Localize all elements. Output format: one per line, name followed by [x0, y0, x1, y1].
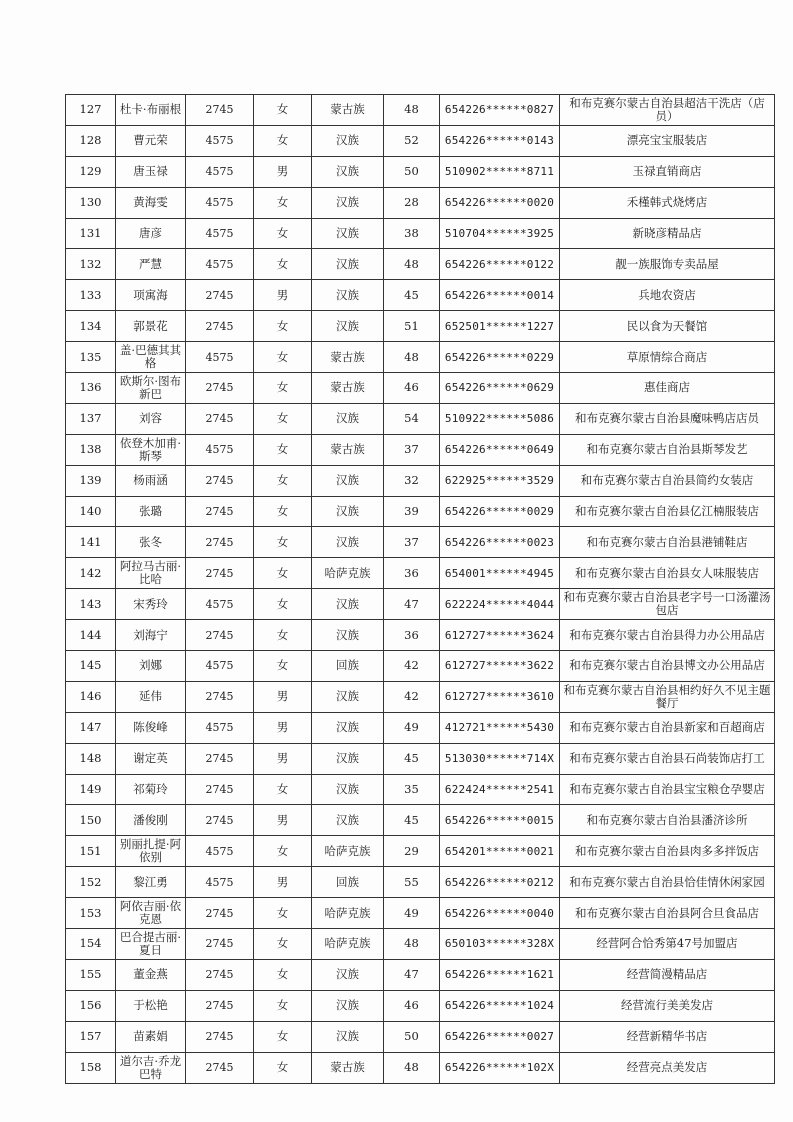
name-cell: 道尔吉·乔龙巴特 [116, 1052, 186, 1083]
subsidy-amount-cell: 2745 [186, 1052, 254, 1083]
ethnicity-cell: 哈萨克族 [312, 836, 384, 867]
id-number-cell: 654226******0023 [440, 527, 560, 558]
table-row [66, 990, 775, 1021]
row-number-cell: 158 [66, 1052, 116, 1083]
employer-cell: 兵地农资店 [560, 280, 775, 311]
age-cell: 46 [384, 990, 440, 1021]
table-row [66, 712, 775, 743]
row-number-cell: 137 [66, 403, 116, 434]
row-number-cell: 131 [66, 218, 116, 249]
age-cell: 50 [384, 1021, 440, 1052]
employer-cell: 和布克赛尔蒙古自治县阿合旦食品店 [560, 898, 775, 929]
employer-cell: 和布克赛尔蒙古自治县博文办公用品店 [560, 651, 775, 682]
id-number-cell: 650103******328X [440, 929, 560, 960]
gender-cell: 女 [254, 990, 312, 1021]
employer-cell: 和布克赛尔蒙古自治县老字号一口汤灌汤包店 [560, 589, 775, 620]
row-number-cell: 148 [66, 743, 116, 774]
name-cell: 杨雨涵 [116, 465, 186, 496]
id-number-cell: 652501******1227 [440, 311, 560, 342]
subsidy-amount-cell: 2745 [186, 280, 254, 311]
name-cell: 刘海宁 [116, 620, 186, 651]
row-number-cell: 150 [66, 805, 116, 836]
id-number-cell: 510902******8711 [440, 156, 560, 187]
table-row [66, 434, 775, 465]
row-number-cell: 141 [66, 527, 116, 558]
id-number-cell: 412721******5430 [440, 712, 560, 743]
ethnicity-cell: 汉族 [312, 125, 384, 156]
name-cell: 阿拉马古丽·比哈 [116, 558, 186, 589]
employer-cell: 和布克赛尔蒙古自治县新家和百超商店 [560, 712, 775, 743]
table-row [66, 156, 775, 187]
row-number-cell: 127 [66, 95, 116, 126]
name-cell: 盖·巴德其其格 [116, 342, 186, 373]
age-cell: 36 [384, 620, 440, 651]
name-cell: 唐彦 [116, 218, 186, 249]
id-number-cell: 622925******3529 [440, 465, 560, 496]
id-number-cell: 513030******714X [440, 743, 560, 774]
employer-cell: 经营亮点美发店 [560, 1052, 775, 1083]
age-cell: 50 [384, 156, 440, 187]
table-row [66, 311, 775, 342]
age-cell: 46 [384, 373, 440, 404]
table-row [66, 898, 775, 929]
gender-cell: 男 [254, 867, 312, 898]
id-number-cell: 510704******3925 [440, 218, 560, 249]
id-number-cell: 654226******0027 [440, 1021, 560, 1052]
age-cell: 47 [384, 589, 440, 620]
subsidy-amount-cell: 4575 [186, 342, 254, 373]
ethnicity-cell: 汉族 [312, 589, 384, 620]
gender-cell: 女 [254, 959, 312, 990]
table-row [66, 373, 775, 404]
employer-cell: 新晓彦精品店 [560, 218, 775, 249]
id-number-cell: 654226******0827 [440, 95, 560, 126]
table-row [66, 280, 775, 311]
row-number-cell: 146 [66, 681, 116, 712]
gender-cell: 女 [254, 434, 312, 465]
row-number-cell: 152 [66, 867, 116, 898]
subsidy-amount-cell: 4575 [186, 589, 254, 620]
employer-cell: 惠佳商店 [560, 373, 775, 404]
table-row [66, 929, 775, 960]
name-cell: 延伟 [116, 681, 186, 712]
name-cell: 别丽扎提·阿依别 [116, 836, 186, 867]
table-row [66, 805, 775, 836]
subsidy-amount-cell: 4575 [186, 218, 254, 249]
ethnicity-cell: 哈萨克族 [312, 929, 384, 960]
employer-cell: 禾槿韩式烧烤店 [560, 187, 775, 218]
id-number-cell: 622424******2541 [440, 774, 560, 805]
name-cell: 欧斯尔·图布新巴 [116, 373, 186, 404]
subsidy-amount-cell: 2745 [186, 681, 254, 712]
table-row [66, 249, 775, 280]
id-number-cell: 612727******3610 [440, 681, 560, 712]
name-cell: 巴合提古丽·夏日 [116, 929, 186, 960]
name-cell: 张璐 [116, 496, 186, 527]
table-row [66, 1021, 775, 1052]
age-cell: 36 [384, 558, 440, 589]
age-cell: 37 [384, 527, 440, 558]
id-number-cell: 654226******0122 [440, 249, 560, 280]
ethnicity-cell: 蒙古族 [312, 95, 384, 126]
gender-cell: 女 [254, 496, 312, 527]
row-number-cell: 155 [66, 959, 116, 990]
age-cell: 52 [384, 125, 440, 156]
row-number-cell: 135 [66, 342, 116, 373]
gender-cell: 女 [254, 95, 312, 126]
ethnicity-cell: 汉族 [312, 774, 384, 805]
row-number-cell: 130 [66, 187, 116, 218]
subsidy-amount-cell: 4575 [186, 187, 254, 218]
ethnicity-cell: 哈萨克族 [312, 898, 384, 929]
id-number-cell: 654226******0649 [440, 434, 560, 465]
employer-cell: 和布克赛尔蒙古自治县斯琴发艺 [560, 434, 775, 465]
employer-cell: 和布克赛尔蒙古自治县简约女装店 [560, 465, 775, 496]
table-row [66, 125, 775, 156]
employer-cell: 和布克赛尔蒙古自治县超洁干洗店（店员） [560, 95, 775, 126]
name-cell: 黄海雯 [116, 187, 186, 218]
employer-cell: 玉禄直销商店 [560, 156, 775, 187]
subsidy-amount-cell: 2745 [186, 774, 254, 805]
employer-cell: 和布克赛尔蒙古自治县女人味服装店 [560, 558, 775, 589]
ethnicity-cell: 汉族 [312, 311, 384, 342]
age-cell: 45 [384, 805, 440, 836]
subsidy-amount-cell: 2745 [186, 1021, 254, 1052]
id-number-cell: 654226******0015 [440, 805, 560, 836]
employer-cell: 和布克赛尔蒙古自治县亿江楠服装店 [560, 496, 775, 527]
gender-cell: 女 [254, 311, 312, 342]
row-number-cell: 154 [66, 929, 116, 960]
ethnicity-cell: 汉族 [312, 280, 384, 311]
row-number-cell: 134 [66, 311, 116, 342]
ethnicity-cell: 蒙古族 [312, 1052, 384, 1083]
name-cell: 阿依吉丽·依克恩 [116, 898, 186, 929]
id-number-cell: 654226******0014 [440, 280, 560, 311]
subsidy-amount-cell: 2745 [186, 311, 254, 342]
name-cell: 刘娜 [116, 651, 186, 682]
gender-cell: 女 [254, 651, 312, 682]
row-number-cell: 157 [66, 1021, 116, 1052]
employer-cell: 靓一族服饰专卖品屋 [560, 249, 775, 280]
name-cell: 谢定英 [116, 743, 186, 774]
id-number-cell: 612727******3622 [440, 651, 560, 682]
name-cell: 张冬 [116, 527, 186, 558]
age-cell: 42 [384, 681, 440, 712]
row-number-cell: 139 [66, 465, 116, 496]
gender-cell: 女 [254, 589, 312, 620]
ethnicity-cell: 回族 [312, 867, 384, 898]
id-number-cell: 654226******0020 [440, 187, 560, 218]
gender-cell: 男 [254, 743, 312, 774]
row-number-cell: 143 [66, 589, 116, 620]
table-row [66, 496, 775, 527]
employer-cell: 和布克赛尔蒙古自治县潘济诊所 [560, 805, 775, 836]
subsidy-amount-cell: 2745 [186, 95, 254, 126]
name-cell: 杜卡·布丽根 [116, 95, 186, 126]
row-number-cell: 156 [66, 990, 116, 1021]
age-cell: 48 [384, 249, 440, 280]
subsidy-amount-cell: 2745 [186, 403, 254, 434]
row-number-cell: 144 [66, 620, 116, 651]
subsidy-amount-cell: 2745 [186, 527, 254, 558]
name-cell: 于松艳 [116, 990, 186, 1021]
table-row [66, 465, 775, 496]
ethnicity-cell: 汉族 [312, 681, 384, 712]
subsidy-amount-cell: 2745 [186, 496, 254, 527]
id-number-cell: 612727******3624 [440, 620, 560, 651]
row-number-cell: 140 [66, 496, 116, 527]
employer-cell: 经营阿合恰秀第47号加盟店 [560, 929, 775, 960]
gender-cell: 女 [254, 403, 312, 434]
table-row [66, 620, 775, 651]
gender-cell: 男 [254, 712, 312, 743]
table-row [66, 867, 775, 898]
name-cell: 董金燕 [116, 959, 186, 990]
row-number-cell: 142 [66, 558, 116, 589]
id-number-cell: 654226******0212 [440, 867, 560, 898]
row-number-cell: 147 [66, 712, 116, 743]
age-cell: 51 [384, 311, 440, 342]
id-number-cell: 654226******102X [440, 1052, 560, 1083]
age-cell: 48 [384, 1052, 440, 1083]
id-number-cell: 654226******1024 [440, 990, 560, 1021]
table-row [66, 836, 775, 867]
subsidy-amount-cell: 4575 [186, 712, 254, 743]
employer-cell: 和布克赛尔蒙古自治县得力办公用品店 [560, 620, 775, 651]
gender-cell: 男 [254, 681, 312, 712]
age-cell: 45 [384, 280, 440, 311]
ethnicity-cell: 蒙古族 [312, 434, 384, 465]
age-cell: 45 [384, 743, 440, 774]
gender-cell: 男 [254, 280, 312, 311]
gender-cell: 女 [254, 218, 312, 249]
age-cell: 47 [384, 959, 440, 990]
ethnicity-cell: 汉族 [312, 465, 384, 496]
name-cell: 苗素娟 [116, 1021, 186, 1052]
employer-cell: 和布克赛尔蒙古自治县肉多多拌饭店 [560, 836, 775, 867]
name-cell: 唐玉禄 [116, 156, 186, 187]
name-cell: 黎江勇 [116, 867, 186, 898]
name-cell: 祁菊玲 [116, 774, 186, 805]
ethnicity-cell: 汉族 [312, 218, 384, 249]
table-row [66, 342, 775, 373]
employer-cell: 和布克赛尔蒙古自治县魔味鸭店店员 [560, 403, 775, 434]
table-row [66, 1052, 775, 1083]
subsidy-amount-cell: 4575 [186, 867, 254, 898]
row-number-cell: 136 [66, 373, 116, 404]
table-row [66, 774, 775, 805]
ethnicity-cell: 蒙古族 [312, 342, 384, 373]
row-number-cell: 133 [66, 280, 116, 311]
age-cell: 29 [384, 836, 440, 867]
table-row [66, 589, 775, 620]
ethnicity-cell: 汉族 [312, 620, 384, 651]
employer-cell: 和布克赛尔蒙古自治县相约好久不见主题餐厅 [560, 681, 775, 712]
table-row [66, 218, 775, 249]
employer-cell: 漂亮宝宝服装店 [560, 125, 775, 156]
table-row [66, 527, 775, 558]
id-number-cell: 654226******0629 [440, 373, 560, 404]
ethnicity-cell: 汉族 [312, 249, 384, 280]
subsidy-amount-cell: 2745 [186, 929, 254, 960]
employer-cell: 和布克赛尔蒙古自治县港铺鞋店 [560, 527, 775, 558]
gender-cell: 女 [254, 465, 312, 496]
ethnicity-cell: 汉族 [312, 527, 384, 558]
subsidy-amount-cell: 2745 [186, 465, 254, 496]
ethnicity-cell: 汉族 [312, 156, 384, 187]
age-cell: 38 [384, 218, 440, 249]
table-row [66, 651, 775, 682]
table-row [66, 959, 775, 990]
age-cell: 28 [384, 187, 440, 218]
gender-cell: 女 [254, 898, 312, 929]
gender-cell: 女 [254, 249, 312, 280]
table-row [66, 743, 775, 774]
employer-cell: 经营流行美美发店 [560, 990, 775, 1021]
table-row [66, 558, 775, 589]
ethnicity-cell: 哈萨克族 [312, 558, 384, 589]
gender-cell: 女 [254, 527, 312, 558]
age-cell: 32 [384, 465, 440, 496]
subsidy-amount-cell: 4575 [186, 249, 254, 280]
row-number-cell: 151 [66, 836, 116, 867]
row-number-cell: 138 [66, 434, 116, 465]
subsidy-amount-cell: 2745 [186, 805, 254, 836]
row-number-cell: 132 [66, 249, 116, 280]
gender-cell: 女 [254, 929, 312, 960]
gender-cell: 女 [254, 187, 312, 218]
employer-cell: 经营简漫精品店 [560, 959, 775, 990]
row-number-cell: 129 [66, 156, 116, 187]
id-number-cell: 510922******5086 [440, 403, 560, 434]
ethnicity-cell: 汉族 [312, 805, 384, 836]
id-number-cell: 622224******4044 [440, 589, 560, 620]
name-cell: 宋秀玲 [116, 589, 186, 620]
name-cell: 潘俊刚 [116, 805, 186, 836]
table-row [66, 403, 775, 434]
gender-cell: 男 [254, 156, 312, 187]
gender-cell: 女 [254, 836, 312, 867]
name-cell: 依登木加甫·斯琴 [116, 434, 186, 465]
ethnicity-cell: 汉族 [312, 187, 384, 218]
age-cell: 54 [384, 403, 440, 434]
age-cell: 55 [384, 867, 440, 898]
table-row [66, 187, 775, 218]
employer-cell: 民以食为天餐馆 [560, 311, 775, 342]
name-cell: 郭景花 [116, 311, 186, 342]
subsidy-amount-cell: 2745 [186, 558, 254, 589]
id-number-cell: 654226******0029 [440, 496, 560, 527]
subsidy-amount-cell: 2745 [186, 743, 254, 774]
age-cell: 48 [384, 342, 440, 373]
age-cell: 48 [384, 929, 440, 960]
row-number-cell: 149 [66, 774, 116, 805]
row-number-cell: 145 [66, 651, 116, 682]
employer-cell: 和布克赛尔蒙古自治县石尚装饰店打工 [560, 743, 775, 774]
name-cell: 曹元荣 [116, 125, 186, 156]
id-number-cell: 654226******0229 [440, 342, 560, 373]
gender-cell: 女 [254, 125, 312, 156]
name-cell: 刘容 [116, 403, 186, 434]
gender-cell: 男 [254, 805, 312, 836]
age-cell: 39 [384, 496, 440, 527]
table-row [66, 681, 775, 712]
age-cell: 49 [384, 712, 440, 743]
employer-cell: 和布克赛尔蒙古自治县宝宝粮仓孕婴店 [560, 774, 775, 805]
gender-cell: 女 [254, 774, 312, 805]
table-row [66, 95, 775, 126]
gender-cell: 女 [254, 620, 312, 651]
id-number-cell: 654226******1621 [440, 959, 560, 990]
subsidy-amount-cell: 4575 [186, 651, 254, 682]
gender-cell: 女 [254, 342, 312, 373]
row-number-cell: 153 [66, 898, 116, 929]
row-number-cell: 128 [66, 125, 116, 156]
ethnicity-cell: 汉族 [312, 743, 384, 774]
subsidy-amount-cell: 2745 [186, 373, 254, 404]
age-cell: 42 [384, 651, 440, 682]
ethnicity-cell: 回族 [312, 651, 384, 682]
ethnicity-cell: 汉族 [312, 1021, 384, 1052]
ethnicity-cell: 汉族 [312, 712, 384, 743]
gender-cell: 女 [254, 558, 312, 589]
subsidy-amount-cell: 4575 [186, 125, 254, 156]
gender-cell: 女 [254, 1052, 312, 1083]
ethnicity-cell: 汉族 [312, 403, 384, 434]
ethnicity-cell: 汉族 [312, 496, 384, 527]
employer-cell: 和布克赛尔蒙古自治县恰佳情休闲家园 [560, 867, 775, 898]
id-number-cell: 654201******0021 [440, 836, 560, 867]
age-cell: 48 [384, 95, 440, 126]
gender-cell: 女 [254, 373, 312, 404]
subsidy-amount-cell: 2745 [186, 620, 254, 651]
name-cell: 陈俊峰 [116, 712, 186, 743]
subsidy-amount-cell: 4575 [186, 836, 254, 867]
id-number-cell: 654226******0040 [440, 898, 560, 929]
ethnicity-cell: 汉族 [312, 959, 384, 990]
ethnicity-cell: 蒙古族 [312, 373, 384, 404]
age-cell: 49 [384, 898, 440, 929]
subsidy-amount-cell: 2745 [186, 898, 254, 929]
subsidy-amount-cell: 4575 [186, 434, 254, 465]
subsidy-amount-cell: 4575 [186, 156, 254, 187]
employer-cell: 经营新精华书店 [560, 1021, 775, 1052]
id-number-cell: 654226******0143 [440, 125, 560, 156]
age-cell: 35 [384, 774, 440, 805]
gender-cell: 女 [254, 1021, 312, 1052]
ethnicity-cell: 汉族 [312, 990, 384, 1021]
subsidy-roster-table [65, 94, 775, 1084]
employer-cell: 草原情综合商店 [560, 342, 775, 373]
id-number-cell: 654001******4945 [440, 558, 560, 589]
age-cell: 37 [384, 434, 440, 465]
name-cell: 项寓海 [116, 280, 186, 311]
subsidy-amount-cell: 2745 [186, 990, 254, 1021]
subsidy-amount-cell: 2745 [186, 959, 254, 990]
name-cell: 严慧 [116, 249, 186, 280]
